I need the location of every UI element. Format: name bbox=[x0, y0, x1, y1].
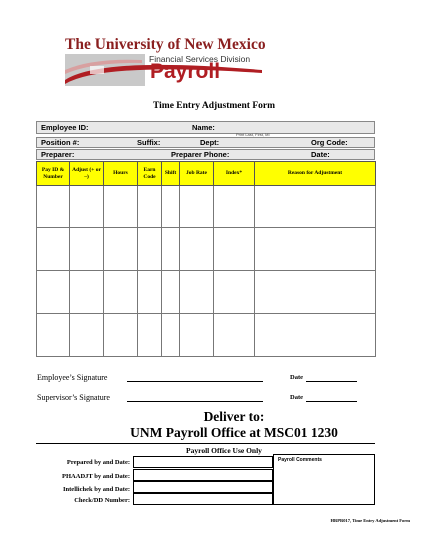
employee-id-label[interactable]: Employee ID: bbox=[41, 123, 89, 132]
cell[interactable] bbox=[70, 228, 104, 271]
cell[interactable] bbox=[37, 186, 70, 228]
cell[interactable] bbox=[70, 314, 104, 357]
office-use-title: Payroll Office Use Only bbox=[186, 446, 262, 455]
cell[interactable] bbox=[162, 228, 180, 271]
logo-university: The University of New Mexico bbox=[65, 36, 266, 53]
cell[interactable] bbox=[104, 314, 138, 357]
col-earn-code: Earn Code bbox=[138, 162, 162, 186]
payroll-comments-box[interactable] bbox=[273, 454, 375, 505]
cell[interactable] bbox=[104, 271, 138, 314]
cell[interactable] bbox=[180, 228, 214, 271]
cell[interactable] bbox=[138, 228, 162, 271]
cell[interactable] bbox=[104, 228, 138, 271]
table-row bbox=[37, 186, 376, 228]
payroll-comments-label: Payroll Comments bbox=[278, 457, 322, 463]
cell[interactable] bbox=[70, 271, 104, 314]
col-shift: Shift bbox=[162, 162, 180, 186]
deliver-heading: Deliver to: bbox=[203, 409, 265, 424]
employee-date-line[interactable] bbox=[306, 381, 357, 382]
cell[interactable] bbox=[255, 228, 376, 271]
col-index: Index* bbox=[214, 162, 255, 186]
suffix-label[interactable]: Suffix: bbox=[137, 138, 161, 147]
cell[interactable] bbox=[214, 314, 255, 357]
position-label[interactable]: Position #: bbox=[41, 138, 80, 147]
col-reason: Reason for Adjustment bbox=[255, 162, 376, 186]
check-label: Check/DD Number: bbox=[74, 497, 130, 504]
name-label[interactable]: Name: bbox=[192, 123, 215, 132]
cell[interactable] bbox=[138, 314, 162, 357]
cell[interactable] bbox=[37, 314, 70, 357]
col-adjust: Adjust (+ or –) bbox=[70, 162, 104, 186]
form-title: Time Entry Adjustment Form bbox=[153, 101, 275, 111]
dept-label[interactable]: Dept: bbox=[200, 138, 220, 147]
intellichek-label: Intellichek by and Date: bbox=[63, 486, 130, 493]
cell[interactable] bbox=[37, 228, 70, 271]
table-row bbox=[37, 314, 376, 357]
cell[interactable] bbox=[104, 186, 138, 228]
time-entry-table bbox=[36, 161, 376, 357]
cell[interactable] bbox=[214, 228, 255, 271]
cell[interactable] bbox=[180, 186, 214, 228]
date-label[interactable]: Date: bbox=[311, 150, 330, 159]
cell[interactable] bbox=[180, 271, 214, 314]
cell[interactable] bbox=[162, 271, 180, 314]
supervisor-signature-label: Supervisor’s Signature bbox=[37, 393, 110, 402]
prepared-field[interactable] bbox=[133, 456, 273, 468]
supervisor-date-line[interactable] bbox=[306, 401, 357, 402]
table-row bbox=[37, 228, 376, 271]
cell[interactable] bbox=[214, 271, 255, 314]
cell[interactable] bbox=[138, 186, 162, 228]
employee-signature-label: Employee’s Signature bbox=[37, 373, 108, 382]
divider bbox=[36, 443, 375, 444]
supervisor-date-label: Date bbox=[290, 394, 303, 401]
phaadjt-field[interactable] bbox=[133, 469, 273, 481]
name-hint: Print Last, First, MI bbox=[236, 132, 270, 137]
table-row bbox=[37, 271, 376, 314]
cell[interactable] bbox=[255, 271, 376, 314]
col-pay-id: Pay ID & Number bbox=[37, 162, 70, 186]
position-row bbox=[36, 137, 375, 148]
cell[interactable] bbox=[255, 314, 376, 357]
org-code-label[interactable]: Org Code: bbox=[311, 138, 348, 147]
cell[interactable] bbox=[162, 314, 180, 357]
cell[interactable] bbox=[255, 186, 376, 228]
cell[interactable] bbox=[162, 186, 180, 228]
form-footer: HRPR017, Time Entry Adjustment Form bbox=[330, 518, 410, 523]
cell[interactable] bbox=[138, 271, 162, 314]
employee-date-label: Date bbox=[290, 374, 303, 381]
logo-department: Payroll bbox=[150, 60, 221, 83]
cell[interactable] bbox=[37, 271, 70, 314]
cell[interactable] bbox=[180, 314, 214, 357]
col-hours: Hours bbox=[104, 162, 138, 186]
preparer-phone-label[interactable]: Preparer Phone: bbox=[171, 150, 230, 159]
deliver-address: UNM Payroll Office at MSC01 1230 bbox=[130, 425, 338, 440]
prepared-label: Prepared by and Date: bbox=[66, 459, 130, 466]
employee-row bbox=[36, 121, 375, 134]
preparer-label[interactable]: Preparer: bbox=[41, 150, 75, 159]
check-field[interactable] bbox=[133, 493, 273, 505]
col-job-rate: Job Rate bbox=[180, 162, 214, 186]
cell[interactable] bbox=[70, 186, 104, 228]
supervisor-signature-line[interactable] bbox=[127, 401, 263, 402]
phaadjt-label: PHAADJT by and Date: bbox=[62, 473, 130, 480]
table-header-row bbox=[37, 162, 376, 186]
cell[interactable] bbox=[214, 186, 255, 228]
preparer-row bbox=[36, 149, 375, 160]
logo-division: Financial Services Division bbox=[149, 54, 251, 64]
intellichek-field[interactable] bbox=[133, 481, 273, 493]
employee-signature-line[interactable] bbox=[127, 381, 263, 382]
